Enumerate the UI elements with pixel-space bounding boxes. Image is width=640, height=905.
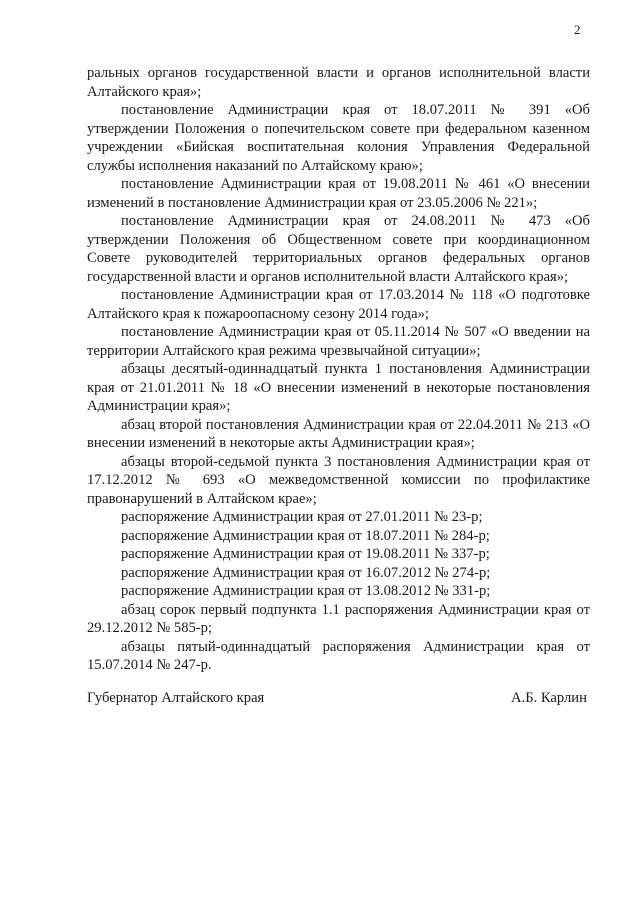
page-number: 2: [574, 22, 581, 37]
paragraph: абзац второй постановления Администрации края от 22.04.2011 № 213 «О внесении изменений в некоторые акты Администрации края»;: [87, 416, 590, 451]
paragraph: распоряжение Администрации края от 13.08.2012 № 331-р;: [121, 583, 491, 599]
paragraph: распоряжение Администрации края от 18.07.2011 № 284-р;: [121, 527, 490, 544]
paragraph: абзацы второй-седьмой пункта 3 постановления Администрации края от 17.12.2012 № 693 «О межведомственной комиссии по профилактике правонарушений в Алтайском крае»;: [87, 453, 590, 507]
paragraph: постановление Администрации края от 17.03.2014 № 118 «О подготовке Алтайского края к пожароопасному сезону 2014 года»;: [87, 287, 590, 322]
paragraph-continuation: ральных органов государственной власти и органов исполнительной власти Алтайского края»;: [87, 65, 590, 100]
signature-name: А.Б. Карлин: [511, 690, 587, 706]
paragraph: распоряжение Администрации края от 27.01.2011 № 23-р;: [121, 509, 483, 525]
paragraph: распоряжение Администрации края от 16.07.2012 № 274-р;: [121, 564, 491, 581]
document-body: [87, 64, 590, 675]
paragraph: постановление Администрации края от 24.08.2011 № 473 «Об утверждении Положения об Общественном совете при координационном Совете руководителей территориальных органов федеральных органов государственной власти и органов исполнительной власти Алтайского края»;: [87, 213, 590, 285]
paragraph: постановление Администрации края от 18.07.2011 № 391 «Об утверждении Положения о попечительском совете при федеральном казенном учреждении «Бийская воспитательная колония Управления Федеральной службы исполнения наказаний по Алтайскому краю»;: [87, 102, 590, 174]
signature-position: Губернатор Алтайского края: [87, 690, 265, 706]
paragraph: абзацы десятый-одиннадцатый пункта 1 постановления Администрации края от 21.01.2011 № 18 «О внесении изменений в некоторые постановления Администрации края»;: [87, 361, 590, 414]
paragraph: постановление Администрации края от 19.08.2011 № 461 «О внесении изменений в постановление Администрации края от 23.05.2006 № 221»;: [87, 176, 590, 211]
paragraph: постановление Администрации края от 05.11.2014 № 507 «О введении на территории Алтайского края режима чрезвычайной ситуации»;: [87, 324, 590, 359]
paragraph: абзац сорок первый подпункта 1.1 распоряжения Администрации края от 29.12.2012 № 585-р;: [87, 601, 590, 636]
paragraph: распоряжение Администрации края от 19.08.2011 № 337-р;: [121, 546, 490, 562]
paragraph: абзацы пятый-одиннадцатый распоряжения Администрации края от 15.07.2014 № 247-р.: [87, 638, 590, 673]
